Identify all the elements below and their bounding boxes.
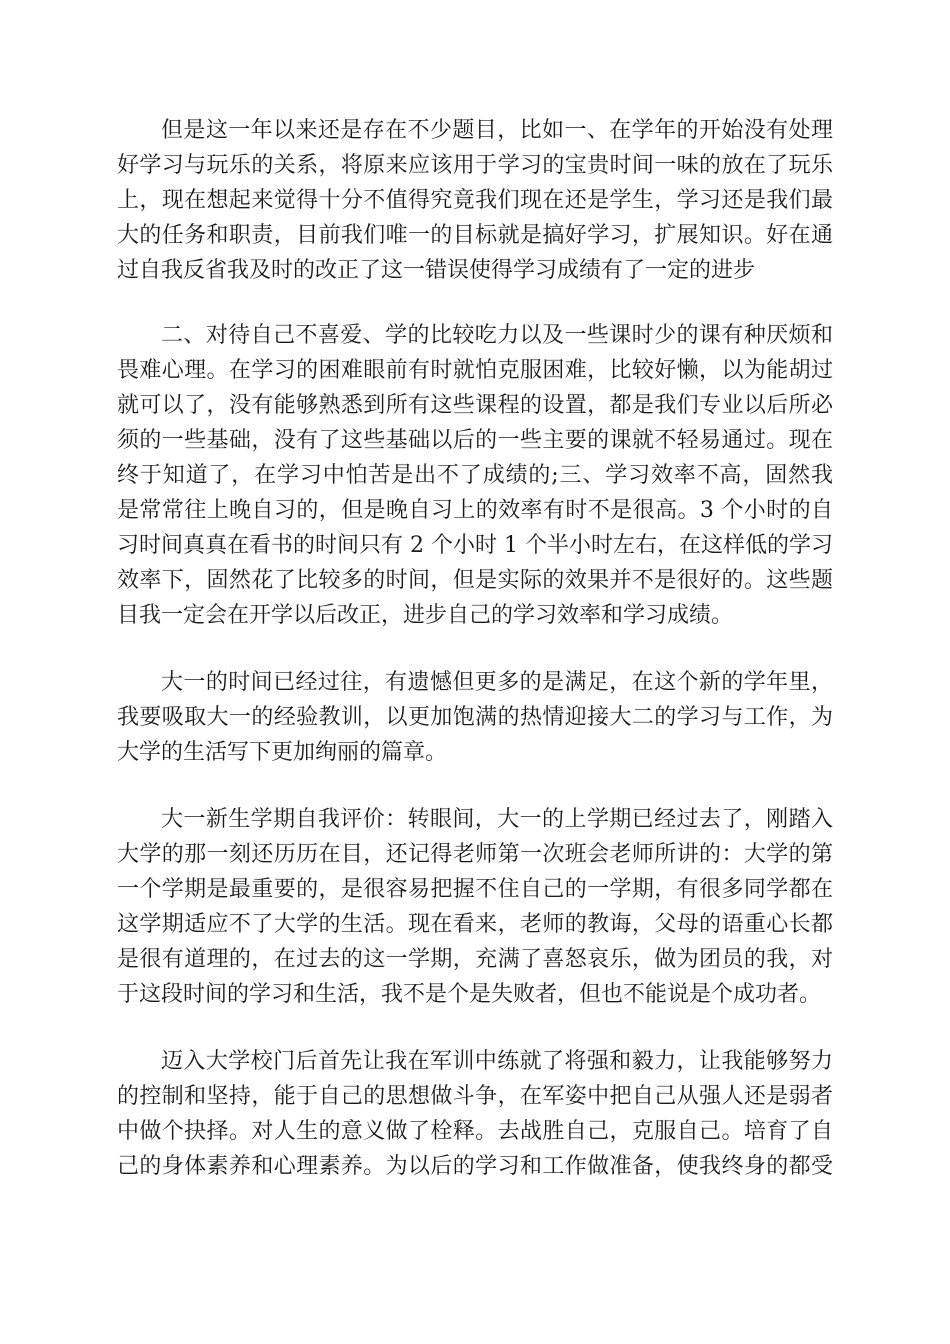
paragraph-line: 大学的那一刻还历历在目，还记得老师第一次班会老师所讲的：大学的第	[117, 842, 833, 867]
paragraph-line: 大学的生活写下更加绚丽的篇章。	[117, 740, 448, 765]
paragraph-3	[117, 665, 833, 770]
paragraph-line: 一个学期是最重要的，是很容易把握不住自己的一学期，有很多同学都在	[117, 877, 833, 902]
paragraph-line: 于这段时间的学习和生活，我不是个是失败者，但也不能说是个成功者。	[117, 982, 822, 1007]
paragraph-line: 大的任务和职责，目前我们唯一的目标就是搞好学习，扩展知识。好在通	[117, 223, 833, 248]
paragraph-5	[117, 1044, 833, 1184]
paragraph-2	[117, 318, 833, 633]
paragraph-line: 是很有道理的，在过去的这一学期，充满了喜怒哀乐，做为团员的我，对	[117, 947, 833, 972]
paragraph-line: 二、对待自己不喜爱、学的比较吃力以及一些课时少的课有种厌烦和	[161, 323, 833, 348]
paragraph-line: 这学期适应不了大学的生活。现在看来，老师的教诲，父母的语重心长都	[117, 912, 833, 937]
paragraph-line: 迈入大学校门后首先让我在军训中练就了将强和毅力，让我能够努力	[161, 1049, 833, 1074]
paragraph-line: 目我一定会在开学以后改正，进步自己的学习效率和学习成绩。	[117, 603, 734, 628]
paragraph-line: 上，现在想起来觉得十分不值得究竟我们现在还是学生，学习还是我们最	[117, 188, 833, 213]
paragraph-line: 效率下，固然花了比较多的时间，但是实际的效果并不是很好的。这些题	[117, 568, 833, 593]
paragraph-line: 的控制和坚持，能于自己的思想做斗争，在军姿中把自己从强人还是弱者	[117, 1084, 833, 1109]
paragraph-line: 终于知道了，在学习中怕苦是出不了成绩的;三、学习效率不高，固然我	[117, 463, 833, 488]
paragraph-line: 畏难心理。在学习的困难眼前有时就怕克服困难，比较好懒，以为能胡过	[117, 358, 833, 383]
paragraph-line: 须的一些基础，没有了这些基础以后的一些主要的课就不轻易通过。现在	[117, 428, 833, 453]
paragraph-line: 但是这一年以来还是存在不少题目，比如一、在学年的开始没有处理	[161, 118, 833, 143]
paragraph-line: 中做个抉择。对人生的意义做了栓释。去战胜自己，克服自己。培育了自	[117, 1119, 833, 1144]
paragraph-line: 大一新生学期自我评价：转眼间，大一的上学期已经过去了，刚踏入	[161, 807, 833, 832]
paragraph-line: 好学习与玩乐的关系，将原来应该用于学习的宝贵时间一味的放在了玩乐	[117, 153, 833, 178]
paragraph-line: 己的身体素养和心理素养。为以后的学习和工作做准备，使我终身的都受	[117, 1154, 833, 1179]
paragraph-line: 大一的时间已经过往，有遗憾但更多的是满足，在这个新的学年里，	[161, 670, 833, 695]
paragraph-line: 我要吸取大一的经验教训，以更加饱满的热情迎接大二的学习与工作，为	[117, 705, 833, 730]
paragraph-1	[117, 113, 833, 288]
paragraph-line: 就可以了，没有能够熟悉到所有这些课程的设置，都是我们专业以后所必	[117, 393, 833, 418]
paragraph-line: 过自我反省我及时的改正了这一错误使得学习成绩有了一定的进步	[117, 258, 756, 283]
paragraph-4	[117, 802, 833, 1012]
paragraph-line: 习时间真真在看书的时间只有 2 个小时 1 个半小时左右，在这样低的学习	[117, 533, 833, 558]
paragraph-line: 是常常往上晚自习的，但是晚自习上的效率有时不是很高。3 个小时的自	[117, 498, 833, 523]
